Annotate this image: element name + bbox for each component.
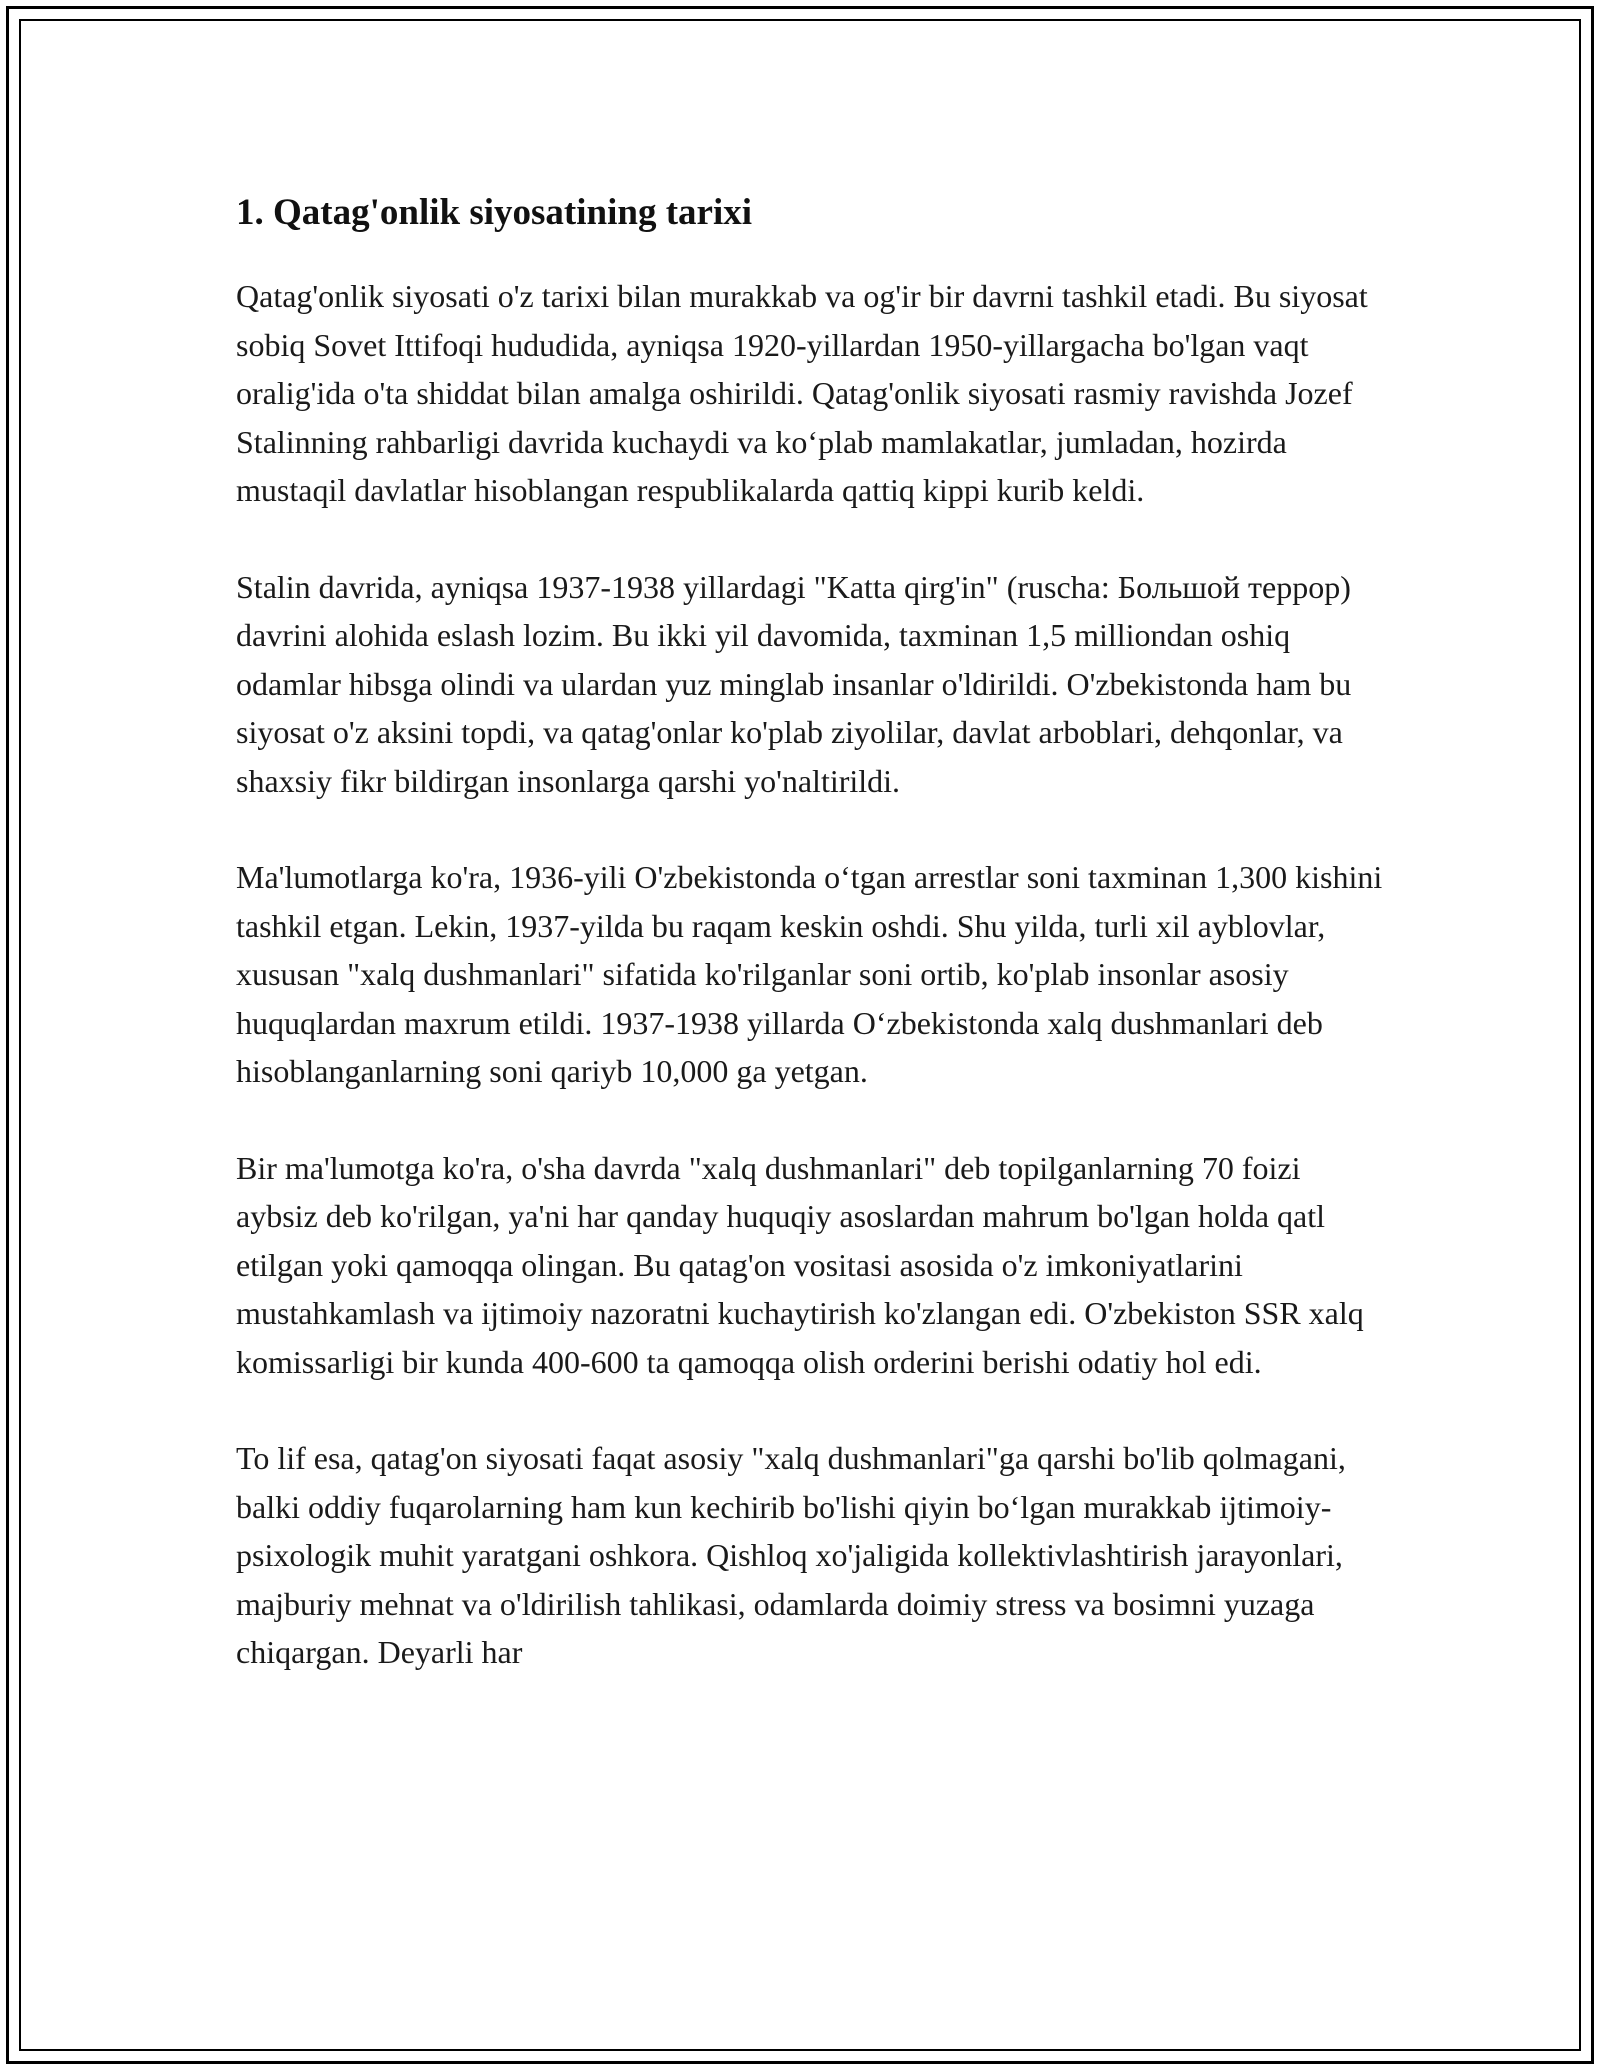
paragraph-2: Stalin davrida, ayniqsa 1937-1938 yillardagi "Katta qirg'in" (ruscha: Большой террор) davrini alohida eslash lozim. Bu ikki yil davomida, taxminan 1,5 milliondan oshiq odamlar hibsga olindi va ulardan yuz minglab insanlar o'ldirildi. O'zbekistonda ham bu siyosat o'z aksini topdi, va qatag'onlar ko'plab ziyolilar, davlat arboblari, dehqonlar, va shaxsiy fikr bildirgan insonlarga qarshi yo'naltirildi. [236,568,1352,799]
paragraph-1: Qatag'onlik siyosati o'z tarixi bilan murakkab va og'ir bir davrni tashkil etadi. Bu siyosat sobiq Sovet Ittifoqi hududida, ayniqsa 1920-yillardan 1950-yillargacha bo'lgan vaqt oralig'ida o'ta shiddat bilan amalga oshirildi. Qatag'onlik siyosati rasmiy ravishda Jozef Stalinning rahbarligi davrida kuchaydi va ko‘plab mamlakatlar, jumladan, hozirda mustaqil davlatlar hisoblangan respublikalarda qattiq kippi kurib keldi. [236,278,1368,508]
paragraph-3: Ma'lumotlarga ko'ra, 1936-yili O'zbekistonda o‘tgan arrestlar soni taxminan 1,300 kishini tashkil etgan. Lekin, 1937-yilda bu raqam keskin oshdi. Shu yilda, turli xil ayblovlar, xususan "xalq dushmanlari" sifatida ko'rilganlar soni ortib, ko'plab insonlar asosiy huquqlardan maxrum etildi. 1937-1938 yillarda O‘zbekistonda xalq dushmanlari deb hisoblanganlarning soni qariyb 10,000 ga yetgan. [236,859,1383,1089]
section-heading: 1. Qatag'onlik siyosatining tarixi [236,192,753,233]
paragraph-4: Bir ma'lumotga ko'ra, o'sha davrda "xalq dushmanlari" deb topilganlarning 70 foizi aybsiz deb ko'rilgan, ya'ni har qanday huquqiy asoslardan mahrum bo'lgan holda qatl etilgan yoki qamoqqa olingan. Bu qatag'on vositasi asosida o'z imkoniyatlarini mustahkamlash va ijtimoiy nazoratni kuchaytirish ko'zlangan edi. O'zbekiston SSR xalq komissarligi bir kunda 400-600 ta qamoqqa olish orderini berishi odatiy hol edi. [236,1149,1364,1380]
paragraph-5: To lif esa, qatag'on siyosati faqat asosiy "xalq dushmanlari"ga qarshi bo'lib qolmagani, balki oddiy fuqarolarning ham kun kechirib bo'lishi qiyin bo‘lgan murakkab ijtimoiy-psixologik muhit yaratgani oshkora. Qishloq xo'jaligida kollektivlashtirish jarayonlari, majburiy mehnat va o'ldirilish tahlikasi, odamlarda doimiy stress va bosimni yuzaga chiqargan. Deyarli har [236,1440,1346,1670]
document-body [236,186,1386,1725]
